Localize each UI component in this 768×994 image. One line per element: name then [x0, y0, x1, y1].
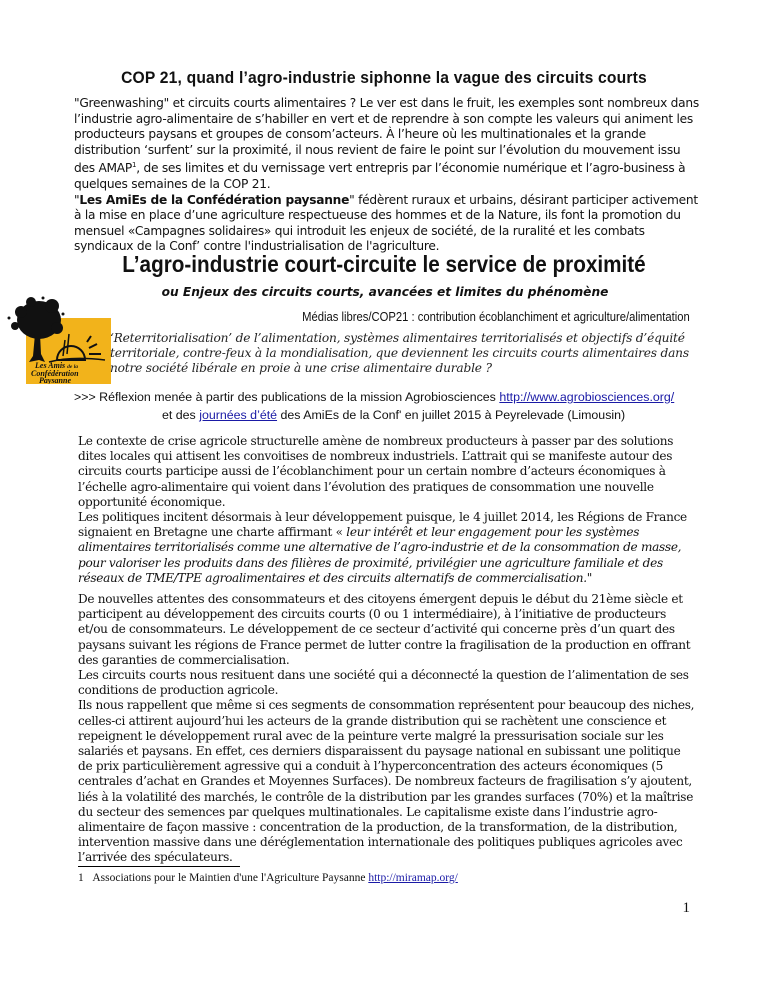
- body-paragraph: Les circuits courts nous resituent dans une société qui a déconnecté la question de l’alimentation de ses conditions de production agricole.: [78, 668, 689, 698]
- intro-paragraph: "Greenwashing" et circuits courts alimentaires ? Le ver est dans le fruit, les exemples sont nombreux dans l’industrie agro-alimentaire de s’habiller en vert et de reprendre à son compte les valeurs qui animent les producteurs paysans et groupes de consom’acteurs. À l’heure où les multinationales et la grande distribution ‘surfent’ sur la proximité, il nous revient de faire le point sur l’évolution du mouvement issu des AMAP$^1$, de ses limites et du vernissage vert entrepris par l’économie numérique et l’agro-business à quelques semaines de la COP 21.: [74, 96, 699, 192]
- intro-paragraph-2: "Les AmiEs de la Confédération paysanne" fédèrent ruraux et urbains, désirant participer activement à la mise en place d’une agriculture respectueuse des hommes et de la Nature, ils font la promotion du mensuel «Campagnes solidaires» qui introduit les enjeux de société, de la ruralité et les combats syndicaux de la Conf’ contre l'industrialisation de l'agriculture.: [74, 192, 698, 254]
- agrobiosciences-link[interactable]: http://www.agrobiosciences.org/: [499, 390, 675, 404]
- svg-text:Paysanne: Paysanne: [39, 376, 71, 384]
- reflexion-note: >>> Réflexion menée à partir des publications de la mission Agrobiosciences http://www.agrobiosciences.org/ et des journées d’été des AmiEs de la Conf' en juillet 2015 à Peyrelevade (Limousin): [74, 390, 675, 422]
- confederation-logo: [5, 296, 111, 384]
- document-title: COP 21, quand l’agro-industrie siphonne la vague des circuits courts: [121, 68, 647, 87]
- intro-block: [74, 96, 699, 255]
- article-title: L’agro-industrie court-circuite le service de proximité: [122, 251, 646, 277]
- article-subtitle: ou Enjeux des circuits courts, avancées et limites du phénomène: [161, 285, 609, 299]
- body-paragraph: Le contexte de crise agricole structurelle amène de nombreux producteurs à passer par des solutions dites locales qui attisent les convoitises de nombreux industriels. L’attrait qui se manifeste autour des circuits courts participe aussi de l’écoblanchiment pour un certain nombre d’acteurs économiques à l’échelle agro-alimentaire qui voient dans l’évolution des pratiques de consommation une nouvelle opportunité économique.: [78, 434, 674, 509]
- page-number: 1: [682, 900, 690, 916]
- svg-text:Confédération: Confédération: [31, 369, 79, 378]
- footnote: 1 Associations pour le Maintien d'une l'Agriculture Paysanne http://miramap.org/: [78, 872, 458, 884]
- body-paragraph: Les politiques incitent désormais à leur développement puisque, le 4 juillet 2014, les Régions de France signaient en Bretagne une charte affirmant « leur intérêt et leur engagement pour les systèmes alimentaires territorialisés comme une alternative de l’agro-industrie et de la consommation de masse, pour valoriser les produits dans des filières de proximité, privilégier une agriculture familiale et des réseaux de TME/TPE agroalimentaires et des circuits alternatifs de commercialisation.": [78, 510, 687, 585]
- footnote-ref[interactable]: 1: [132, 161, 137, 170]
- article-lead-quote: ‘Reterritorialisation’ de l’alimentation, systèmes alimentaires territorialisés et objectifs d’équité territoriale, contre-feux à la mondialisation, que deviennent les circuits courts alimentaires dans notre société libérale en proie à une crise alimentaire durable ?: [110, 331, 689, 375]
- article-body: [78, 434, 696, 866]
- article-context: Médias libres/COP21 : contribution écoblanchiment et agriculture/alimentation: [302, 310, 690, 324]
- body-paragraph: De nouvelles attentes des consommateurs et des citoyens émergent depuis le début du 21ème siècle et participent au développement des circuits courts (0 ou 1 intermédiaire), à l’initiative de producteurs et/ou de consommateurs. Le développement de ce secteur d’activité qui concerne près d’un quart des paysans suivant les régions de France permet de lutter contre la fragilisation de la production en offrant des garanties de commercialisation.: [78, 592, 691, 667]
- body-paragraph: Ils nous rappellent que même si ces segments de consommation représentent pour beaucoup des niches, celles-ci attirent aujourd’hui les acteurs de la grande distribution qui se rachètent une conscience et repeignent le développement rural avec de la peinture verte malgré la pressurisation sociale sur les salariés et paysans. En effet, ces derniers disparaissent du paysage national en subissant une politique de prix particulièrement agressive qui a conduit à l’hyperconcentration des acteurs économiques (5 centrales d’achat en Grandes et Moyennes Surfaces). De nombreux facteurs de fragilisation s’y ajoutent, liés à la volatilité des marchés, le contrôle de la distribution par les grandes surfaces (70%) et la maîtrise du secteur des semences par quelques multinationales. Le capitalisme existe dans l’industrie agro-alimentaire de façon massive : concentration de la production, de la transformation, de la distribution, intervention massive dans une déréglementation internationale des politiques publiques agricoles avec l’arrivée des spéculateurs.: [78, 698, 695, 865]
- journees-ete-link[interactable]: journées d’été: [199, 408, 278, 422]
- footnote-divider: [78, 866, 240, 867]
- miramap-link[interactable]: http://miramap.org/: [368, 872, 458, 884]
- svg-text:Les Amis de la: Les Amis de la: [35, 361, 79, 370]
